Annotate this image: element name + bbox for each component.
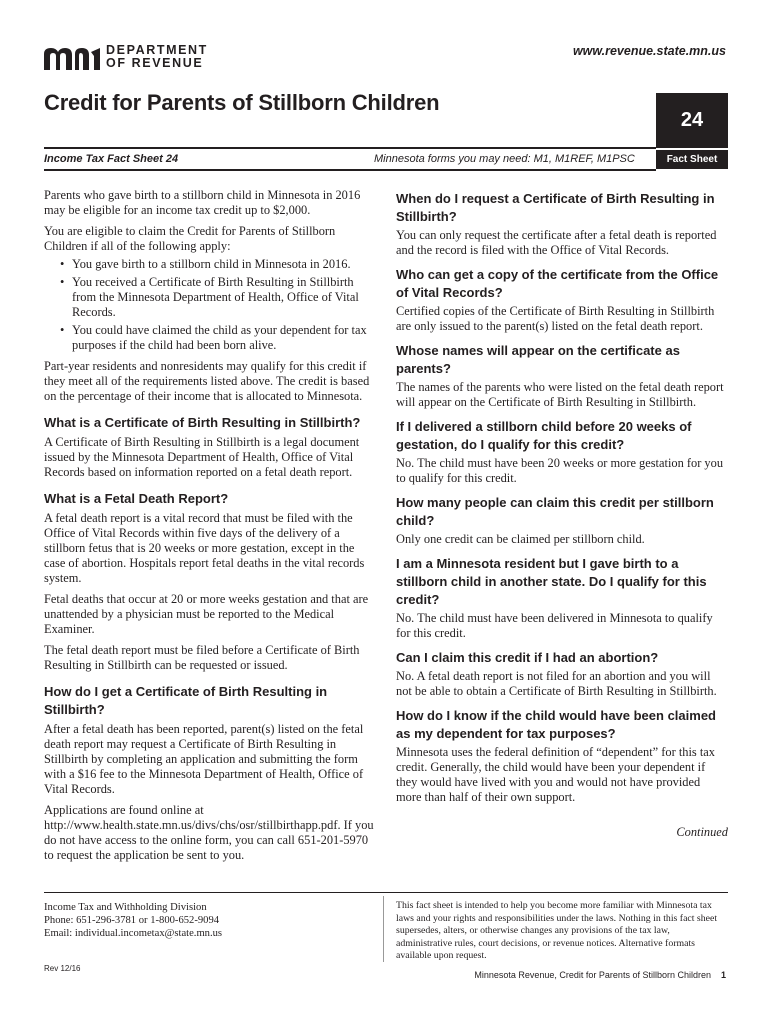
section-paragraph: Fetal deaths that occur at 20 or more weeks gestation and that are unattended by a physician must be reported to the Medical Examiner. [44, 592, 369, 636]
section-heading: What is a Certificate of Birth Resulting in Stillbirth? [44, 415, 361, 430]
section-paragraph: You can only request the certificate after a fetal death is reported and the record is filed with the Office of Vital Records. [396, 228, 717, 257]
eligibility-list [44, 257, 374, 353]
section-paragraph: Certified copies of the Certificate of Birth Resulting in Stillbirth are only issued to the parent(s) listed on the fetal death report. [396, 304, 715, 333]
fact-sheet-tag: Fact Sheet [656, 150, 728, 169]
section-paragraph: After a fetal death has been reported, parent(s) listed on the fetal death report may request a Certificate of Birth Resulting in Stillbirth by completing an application and submitting the form with a $16 fee to the Minnesota Department of Health, Office of Vital Records. [44, 722, 364, 796]
section-heading: Who can get a copy of the certificate from the Office of Vital Records? [396, 267, 719, 300]
section-paragraph: Applications are found online at http://www.health.state.mn.us/divs/chs/osr/stillbirthapp.pdf. If you do not have access to the online form, you can call 651-201-5970 to request the application be sent to you. [44, 803, 374, 862]
intro-paragraph: Parents who gave birth to a stillborn child in Minnesota in 2016 may be eligible for an income tax credit up to $2,000. [44, 188, 361, 217]
list-item: • You gave birth to a stillborn child in Minnesota in 2016. [44, 257, 374, 272]
section-paragraph: No. The child must have been 20 weeks or more gestation for you to qualify for this credit. [396, 456, 724, 485]
contact-email: Email: individual.incometax@state.mn.us [44, 928, 223, 939]
logo-line-2: OF REVENUE [106, 56, 204, 70]
section-heading: How many people can claim this credit per stillborn child? [396, 495, 714, 528]
section-paragraph: The names of the parents who were listed on the fetal death report will appear on the Certificate of Birth Resulting in Stillbirth. [396, 380, 724, 409]
section-heading: What is a Fetal Death Report? [44, 491, 229, 506]
right-column [396, 190, 728, 840]
section-heading: How do I get a Certificate of Birth Resulting in Stillbirth? [44, 684, 328, 717]
contact-phone: Phone: 651-296-3781 or 1-800-652-9094 [44, 915, 220, 926]
logo-line-1: DEPARTMENT [106, 43, 208, 57]
section-heading: Whose names will appear on the certificate as parents? [396, 343, 680, 376]
eligibility-paragraph: You are eligible to claim the Credit for Parents of Stillborn Children if all of the following apply: [44, 224, 336, 253]
sheet-label: Income Tax Fact Sheet 24 [44, 153, 179, 165]
left-column [44, 188, 374, 869]
section-heading: When do I request a Certificate of Birth Resulting in Stillbirth? [396, 191, 715, 224]
page-number: 1 [720, 970, 726, 980]
nonresident-paragraph: Part-year residents and nonresidents may qualify for this credit if they meet all of the requirements listed above. The credit is based on the percentage of their income that is allocated to Minnesota. [44, 359, 370, 403]
section-heading: If I delivered a stillborn child before 20 weeks of gestation, do I qualify for this credit? [396, 419, 692, 452]
section-paragraph: A Certificate of Birth Resulting in Stillbirth is a legal document issued by the Minnesota Department of Health, Office of Vital Records based on information reported on a fetal death report. [44, 435, 360, 479]
section-paragraph: Minnesota uses the federal definition of “dependent” for this tax credit. Generally, the child would have been your dependent if they would have lived with you and would not have provided more than half of their own support. [396, 745, 715, 804]
list-item: • You received a Certificate of Birth Resulting in Stillbirth from the Minnesota Department of Health, Office of Vital Records. [44, 275, 374, 320]
section-heading: How do I know if the child would have been claimed as my dependent for tax purposes? [396, 708, 716, 741]
header-rule-bottom [44, 169, 656, 171]
section-paragraph: No. A fetal death report is not filed for an abortion and you will not be able to obtain a Certificate of Birth Resulting in Stillbirth. [396, 669, 717, 698]
forms-label: Minnesota forms you may need: M1, M1REF, M1PSC [374, 153, 635, 165]
revision-date: Rev 12/16 [44, 964, 81, 973]
contact-info [44, 901, 222, 940]
section-paragraph: A fetal death report is a vital record that must be filed with the Office of Vital Records within five days of the delivery of a stillborn fetus that is 20 weeks or more gestation, except in the case of abortion. Hospitals report fetal deaths in the vital records system. [44, 511, 365, 585]
continued-label: Continued [676, 825, 728, 839]
disclaimer: This fact sheet is intended to help you become more familiar with Minnesota tax laws and your rights and responsibilities under the laws. Nothing in this fact sheet supersedes, alters, or otherwise changes any provisions of the tax law, administrative rules, court decisions, or revenue notices. Alternative formats available upon request. [396, 900, 718, 961]
website-url: www.revenue.state.mn.us [572, 44, 726, 58]
section-paragraph: No. The child must have been delivered in Minnesota to qualify for this credit. [396, 611, 713, 640]
footer-divider [383, 896, 384, 962]
mn-logo-icon [44, 48, 100, 70]
section-paragraph: Only one credit can be claimed per stillborn child. [396, 532, 645, 546]
list-item: • You could have claimed the child as your dependent for tax purposes if the child had been born alive. [44, 323, 374, 353]
fact-sheet-number: 24 [656, 93, 728, 148]
page-footer [474, 970, 726, 980]
mn-revenue-logo [44, 44, 214, 72]
footer-title: Minnesota Revenue, Credit for Parents of Stillborn Children [474, 970, 711, 980]
section-paragraph: The fetal death report must be filed before a Certificate of Birth Resulting in Stillbirth can be requested or issued. [44, 643, 360, 672]
page-title: Credit for Parents of Stillborn Children [44, 90, 440, 115]
section-heading: Can I claim this credit if I had an abortion? [396, 650, 659, 665]
contact-division: Income Tax and Withholding Division [44, 902, 207, 913]
header-rule-top [44, 147, 656, 149]
section-heading: I am a Minnesota resident but I gave birth to a stillborn child in another state. Do I qualify for this credit? [396, 556, 707, 607]
footer-rule [44, 892, 728, 893]
